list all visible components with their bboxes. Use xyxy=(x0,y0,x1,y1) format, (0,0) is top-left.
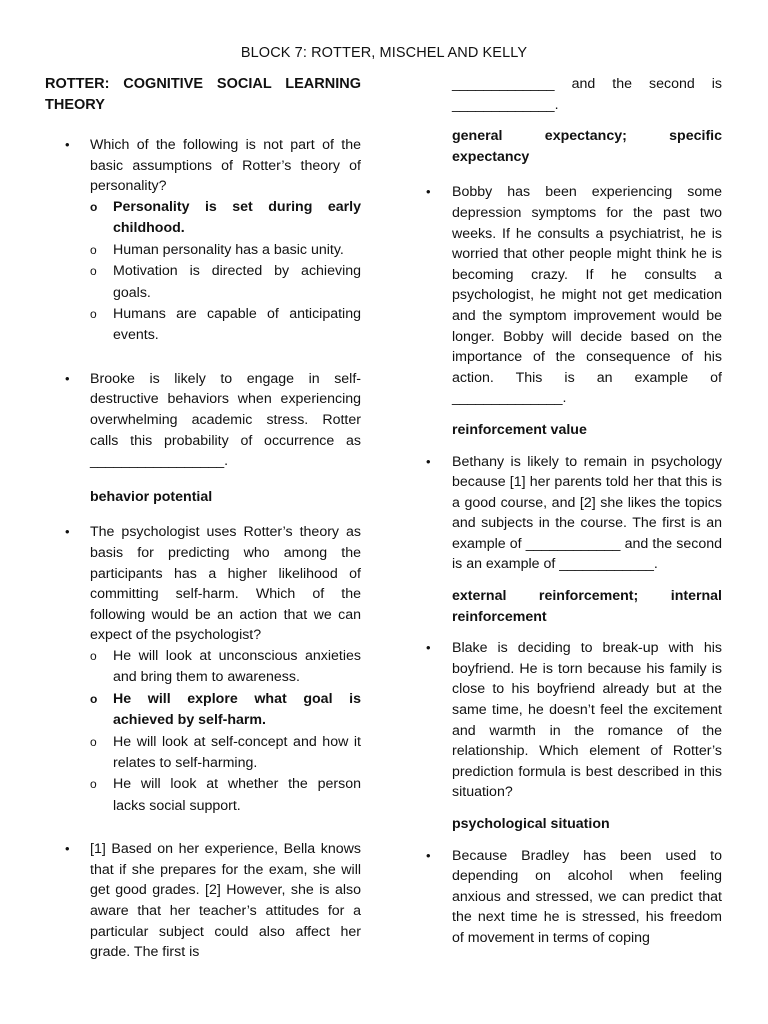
option xyxy=(90,304,361,347)
question-text: The psychologist uses Rotter’s theory as basis for predicting who among the participants has a higher likelihood of committing self-harm. Which of the following would be an action that we can expect of the psychologist? xyxy=(90,524,361,644)
option xyxy=(90,646,361,689)
question-5 xyxy=(426,182,722,440)
right-column xyxy=(426,74,722,949)
question-text: Bobby has been experiencing some depression symptoms for the past two weeks. If he consults a psychiatrist, he is worried that other people might think he is becoming crazy. If he consults a psychologist, he might not get medication and the symptom improvement would be longer. Bobby will decide based on the importance of the consequence of his action. This is an example of ______________. xyxy=(452,184,722,407)
answer-text: external reinforcement; internal reinforcement xyxy=(452,588,722,625)
bullet-icon: • xyxy=(65,524,70,540)
option-correct xyxy=(90,197,361,240)
question-1 xyxy=(45,135,361,347)
option xyxy=(90,774,361,817)
option-marker-icon: o xyxy=(90,648,97,663)
answer-text: psychological situation xyxy=(452,816,610,832)
answer-text: general expectancy; specific expectancy xyxy=(452,128,722,165)
question-text: Which of the following is not part of the basic assumptions of Rotter’s theory of personality? xyxy=(90,137,361,195)
option-text: He will look at unconscious anxieties and bring them to awareness. xyxy=(113,647,361,686)
question-text: Because Bradley has been used to depending on alcohol when feeling anxious and stressed, we can predict that the next time he is stressed, his freedom of movement in terms of coping xyxy=(452,847,722,946)
bullet-icon: • xyxy=(426,453,431,469)
bullet-icon: • xyxy=(65,841,70,857)
option xyxy=(90,261,361,304)
section-heading: ROTTER: COGNITIVE SOCIAL LEARNING THEORY xyxy=(45,76,361,113)
option-list xyxy=(90,646,361,817)
option-marker-icon: o xyxy=(90,691,98,706)
option-marker-icon: o xyxy=(90,777,97,792)
question-3 xyxy=(45,522,361,817)
option-list xyxy=(90,197,361,347)
option-text: Personality is set during early childhood. xyxy=(113,198,361,237)
option xyxy=(90,240,361,261)
option-text: Motivation is directed by achieving goals. xyxy=(113,263,361,301)
option-marker-icon: o xyxy=(90,264,97,279)
question-text: Bethany is likely to remain in psychology because [1] her parents told her that this is a good course, and [2] she likes the topics and subjects in the course. The first is an example of ____________ and the second is an example of ____________. xyxy=(452,453,722,573)
question-text: [1] Based on her experience, Bella knows that if she prepares for the exam, she will get good grades. [2] However, she is also aware that her teacher’s attitudes for a particular subject could also affect her grade. The first is xyxy=(90,841,361,961)
bullet-icon: • xyxy=(65,137,70,153)
question-7 xyxy=(426,638,722,834)
option-marker-icon: o xyxy=(90,242,97,257)
bullet-icon: • xyxy=(426,847,431,863)
option-text: Human personality has a basic unity. xyxy=(113,241,344,258)
option xyxy=(90,732,361,775)
option-text: He will look at whether the person lacks social support. xyxy=(113,776,361,814)
question-2 xyxy=(45,369,361,508)
page-title: BLOCK 7: ROTTER, MISCHEL AND KELLY xyxy=(240,45,528,61)
option-text: He will explore what goal is achieved by self-harm. xyxy=(113,690,361,729)
option-marker-icon: o xyxy=(90,734,97,749)
option-text: He will look at self-concept and how it relates to self-harming. xyxy=(113,733,361,771)
option-marker-icon: o xyxy=(90,307,97,321)
bullet-icon: • xyxy=(65,370,70,386)
option-marker-icon: o xyxy=(90,199,98,214)
question-8 xyxy=(426,846,722,949)
question-text: Brooke is likely to engage in self-destructive behaviors when experiencing overwhelming academic stress. Rotter calls this probability of occurrence as _________________. xyxy=(90,370,361,470)
left-column xyxy=(45,74,361,963)
question-6 xyxy=(426,452,722,628)
bullet-icon: • xyxy=(426,184,431,200)
question-text-continued: _____________ and the second is _____________. xyxy=(452,76,722,113)
answer-text: reinforcement value xyxy=(452,421,587,438)
option-text: Humans are capable of anticipating events. xyxy=(113,306,361,344)
option-correct xyxy=(90,689,361,732)
question-text: Blake is deciding to break-up with his boyfriend. He is torn because his family is close to his boyfriend already but at the same time, he doesn’t feel the excitement and warmth in the romance of the relationship. Which element of Rotter’s prediction formula is best described in this situation? xyxy=(452,640,722,801)
answer-text: behavior potential xyxy=(90,488,213,505)
question-4 xyxy=(45,839,361,963)
bullet-icon: • xyxy=(426,640,431,656)
